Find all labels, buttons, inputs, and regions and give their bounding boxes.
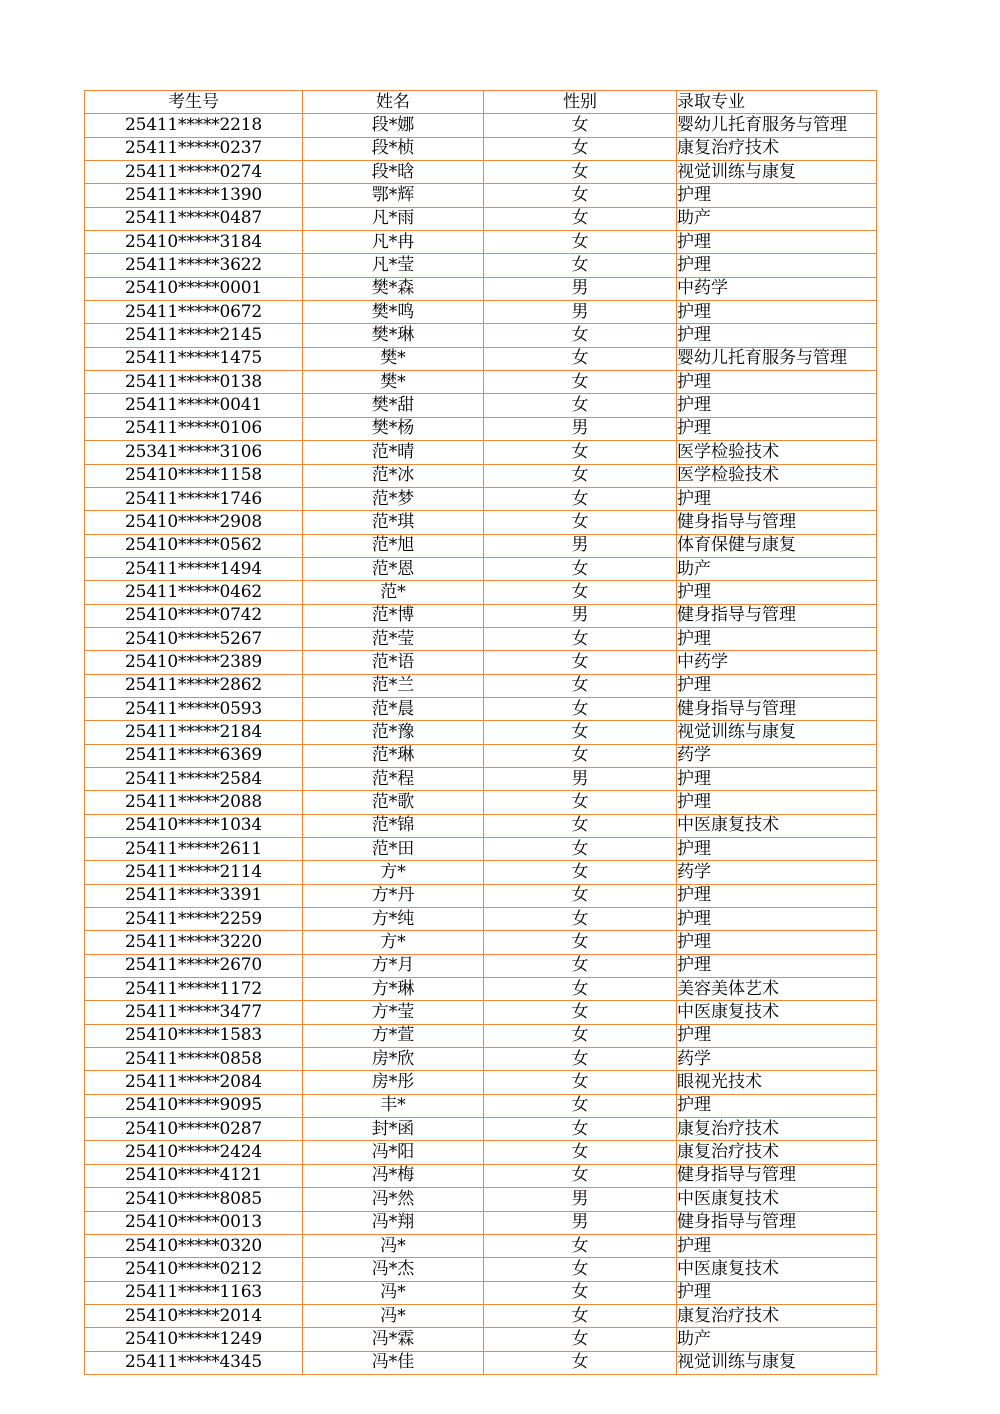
- major-cell: 中医康复技术: [677, 1258, 877, 1281]
- major-cell: 眼视光技术: [677, 1071, 877, 1094]
- table-row: [85, 1118, 877, 1141]
- exam-number-cell: 25411*****1746: [85, 487, 303, 510]
- table-row: [85, 1281, 877, 1304]
- table-row: [85, 1094, 877, 1117]
- table-row: [85, 1001, 877, 1024]
- exam-number-cell: 25411*****2611: [85, 838, 303, 861]
- exam-number-cell: 25411*****2184: [85, 721, 303, 744]
- gender-cell: 女: [484, 814, 677, 837]
- exam-number-cell: 25410*****1583: [85, 1024, 303, 1047]
- gender-cell: 女: [484, 371, 677, 394]
- exam-number-cell: 25411*****2259: [85, 908, 303, 931]
- gender-cell: 女: [484, 161, 677, 184]
- major-cell: 助产: [677, 557, 877, 580]
- major-cell: 美容美体艺术: [677, 978, 877, 1001]
- admission-list-table: [84, 90, 877, 1375]
- gender-cell: 女: [484, 254, 677, 277]
- exam-number-cell: 25410*****2014: [85, 1304, 303, 1327]
- gender-cell: 女: [484, 1281, 677, 1304]
- gender-cell: 女: [484, 324, 677, 347]
- exam-number-cell: 25411*****0593: [85, 697, 303, 720]
- header-row: [85, 91, 877, 114]
- gender-cell: 女: [484, 651, 677, 674]
- name-cell: 方*萱: [303, 1024, 484, 1047]
- name-cell: 房*彤: [303, 1071, 484, 1094]
- exam-number-cell: 25410*****0562: [85, 534, 303, 557]
- table-row: [85, 1211, 877, 1234]
- table-row: [85, 301, 877, 324]
- major-cell: 护理: [677, 908, 877, 931]
- gender-cell: 女: [484, 744, 677, 767]
- table-row: [85, 371, 877, 394]
- major-cell: 中药学: [677, 277, 877, 300]
- major-cell: 护理: [677, 627, 877, 650]
- name-cell: 范*晴: [303, 441, 484, 464]
- exam-number-cell: 25411*****2145: [85, 324, 303, 347]
- name-cell: 范*冰: [303, 464, 484, 487]
- major-cell: 护理: [677, 417, 877, 440]
- name-cell: 范*梦: [303, 487, 484, 510]
- table-row: [85, 767, 877, 790]
- exam-number-cell: 25411*****0138: [85, 371, 303, 394]
- table-row: [85, 1328, 877, 1351]
- table-row: [85, 487, 877, 510]
- exam-number-cell: 25411*****0041: [85, 394, 303, 417]
- exam-number-cell: 25410*****1034: [85, 814, 303, 837]
- table-row: [85, 604, 877, 627]
- name-cell: 范*莹: [303, 627, 484, 650]
- gender-cell: 男: [484, 1211, 677, 1234]
- name-cell: 房*欣: [303, 1048, 484, 1071]
- exam-number-cell: 25411*****2088: [85, 791, 303, 814]
- table-row: [85, 254, 877, 277]
- name-cell: 范*豫: [303, 721, 484, 744]
- exam-number-cell: 25411*****1172: [85, 978, 303, 1001]
- exam-number-cell: 25411*****0106: [85, 417, 303, 440]
- table-row: [85, 1164, 877, 1187]
- major-cell: 护理: [677, 674, 877, 697]
- major-cell: 中医康复技术: [677, 1188, 877, 1211]
- exam-number-cell: 25410*****0742: [85, 604, 303, 627]
- major-cell: 视觉训练与康复: [677, 721, 877, 744]
- name-cell: 方*: [303, 931, 484, 954]
- gender-cell: 女: [484, 1234, 677, 1257]
- major-cell: 健身指导与管理: [677, 604, 877, 627]
- gender-cell: 女: [484, 1001, 677, 1024]
- exam-number-cell: 25341*****3106: [85, 441, 303, 464]
- exam-number-cell: 25410*****3184: [85, 231, 303, 254]
- table-row: [85, 1048, 877, 1071]
- table-row: [85, 464, 877, 487]
- major-cell: 药学: [677, 861, 877, 884]
- exam-number-cell: 25411*****1390: [85, 184, 303, 207]
- table-row: [85, 838, 877, 861]
- name-cell: 冯*: [303, 1304, 484, 1327]
- exam-number-cell: 25410*****5267: [85, 627, 303, 650]
- major-cell: 视觉训练与康复: [677, 1351, 877, 1374]
- exam-number-cell: 25411*****4345: [85, 1351, 303, 1374]
- table-row: [85, 161, 877, 184]
- name-cell: 范*恩: [303, 557, 484, 580]
- table-row: [85, 394, 877, 417]
- major-cell: 健身指导与管理: [677, 1164, 877, 1187]
- table-row: [85, 1188, 877, 1211]
- gender-cell: 女: [484, 674, 677, 697]
- exam-number-cell: 25411*****0237: [85, 137, 303, 160]
- major-cell: 药学: [677, 1048, 877, 1071]
- table-row: [85, 908, 877, 931]
- major-cell: 婴幼儿托育服务与管理: [677, 114, 877, 137]
- major-cell: 护理: [677, 301, 877, 324]
- table-row: [85, 861, 877, 884]
- name-cell: 冯*: [303, 1281, 484, 1304]
- major-cell: 护理: [677, 931, 877, 954]
- exam-number-cell: 25411*****0462: [85, 581, 303, 604]
- major-cell: 助产: [677, 207, 877, 230]
- gender-cell: 女: [484, 137, 677, 160]
- major-cell: 护理: [677, 324, 877, 347]
- name-cell: 樊*杨: [303, 417, 484, 440]
- name-cell: 丰*: [303, 1094, 484, 1117]
- table-row: [85, 1258, 877, 1281]
- gender-cell: 女: [484, 114, 677, 137]
- name-cell: 方*月: [303, 954, 484, 977]
- gender-cell: 女: [484, 1141, 677, 1164]
- gender-cell: 女: [484, 931, 677, 954]
- major-cell: 护理: [677, 884, 877, 907]
- table-body: [85, 114, 877, 1375]
- table-row: [85, 1234, 877, 1257]
- exam-number-cell: 25410*****0212: [85, 1258, 303, 1281]
- name-cell: 范*琪: [303, 511, 484, 534]
- major-cell: 健身指导与管理: [677, 697, 877, 720]
- exam-number-cell: 25411*****3391: [85, 884, 303, 907]
- gender-cell: 女: [484, 581, 677, 604]
- name-cell: 范*博: [303, 604, 484, 627]
- exam-number-cell: 25410*****1249: [85, 1328, 303, 1351]
- table-row: [85, 978, 877, 1001]
- table-row: [85, 207, 877, 230]
- name-cell: 方*丹: [303, 884, 484, 907]
- gender-cell: 女: [484, 207, 677, 230]
- name-cell: 方*琳: [303, 978, 484, 1001]
- exam-number-cell: 25411*****0672: [85, 301, 303, 324]
- table-row: [85, 417, 877, 440]
- exam-number-cell: 25410*****2389: [85, 651, 303, 674]
- table-row: [85, 954, 877, 977]
- name-cell: 范*歌: [303, 791, 484, 814]
- table-row: [85, 1141, 877, 1164]
- name-cell: 凡*雨: [303, 207, 484, 230]
- exam-number-cell: 25411*****0487: [85, 207, 303, 230]
- name-cell: 樊*甜: [303, 394, 484, 417]
- table-row: [85, 627, 877, 650]
- table-row: [85, 1351, 877, 1374]
- major-cell: 视觉训练与康复: [677, 161, 877, 184]
- major-cell: 健身指导与管理: [677, 1211, 877, 1234]
- gender-cell: 女: [484, 1048, 677, 1071]
- name-cell: 冯*杰: [303, 1258, 484, 1281]
- gender-cell: 女: [484, 394, 677, 417]
- table-row: [85, 347, 877, 370]
- major-cell: 中药学: [677, 651, 877, 674]
- major-cell: 护理: [677, 1094, 877, 1117]
- gender-cell: 女: [484, 908, 677, 931]
- major-cell: 护理: [677, 1234, 877, 1257]
- name-cell: 冯*霖: [303, 1328, 484, 1351]
- name-cell: 范*田: [303, 838, 484, 861]
- major-cell: 护理: [677, 838, 877, 861]
- exam-number-cell: 25410*****0320: [85, 1234, 303, 1257]
- exam-number-cell: 25410*****9095: [85, 1094, 303, 1117]
- table-row: [85, 1071, 877, 1094]
- major-cell: 护理: [677, 1024, 877, 1047]
- exam-number-cell: 25411*****1163: [85, 1281, 303, 1304]
- exam-number-cell: 25411*****2670: [85, 954, 303, 977]
- exam-number-cell: 25411*****0858: [85, 1048, 303, 1071]
- exam-number-cell: 25411*****2862: [85, 674, 303, 697]
- table-row: [85, 324, 877, 347]
- gender-cell: 女: [484, 1118, 677, 1141]
- name-cell: 范*旭: [303, 534, 484, 557]
- name-cell: 方*纯: [303, 908, 484, 931]
- exam-number-cell: 25411*****2084: [85, 1071, 303, 1094]
- name-cell: 方*莹: [303, 1001, 484, 1024]
- exam-number-cell: 25411*****0274: [85, 161, 303, 184]
- exam-number-cell: 25411*****2114: [85, 861, 303, 884]
- gender-cell: 女: [484, 954, 677, 977]
- major-cell: 护理: [677, 954, 877, 977]
- table-row: [85, 814, 877, 837]
- exam-number-cell: 25410*****2424: [85, 1141, 303, 1164]
- name-cell: 樊*: [303, 347, 484, 370]
- major-cell: 助产: [677, 1328, 877, 1351]
- gender-cell: 女: [484, 487, 677, 510]
- gender-cell: 女: [484, 697, 677, 720]
- name-cell: 凡*莹: [303, 254, 484, 277]
- name-cell: 段*晗: [303, 161, 484, 184]
- header-major: 录取专业: [677, 91, 877, 114]
- table-row: [85, 674, 877, 697]
- major-cell: 康复治疗技术: [677, 1141, 877, 1164]
- major-cell: 护理: [677, 767, 877, 790]
- major-cell: 婴幼儿托育服务与管理: [677, 347, 877, 370]
- gender-cell: 女: [484, 791, 677, 814]
- gender-cell: 女: [484, 1258, 677, 1281]
- table-row: [85, 184, 877, 207]
- major-cell: 康复治疗技术: [677, 1118, 877, 1141]
- exam-number-cell: 25410*****1158: [85, 464, 303, 487]
- table-row: [85, 581, 877, 604]
- exam-number-cell: 25411*****1475: [85, 347, 303, 370]
- gender-cell: 女: [484, 721, 677, 744]
- major-cell: 中医康复技术: [677, 1001, 877, 1024]
- name-cell: 范*锦: [303, 814, 484, 837]
- gender-cell: 女: [484, 347, 677, 370]
- gender-cell: 男: [484, 1188, 677, 1211]
- gender-cell: 女: [484, 511, 677, 534]
- gender-cell: 女: [484, 1164, 677, 1187]
- major-cell: 医学检验技术: [677, 464, 877, 487]
- major-cell: 护理: [677, 394, 877, 417]
- gender-cell: 女: [484, 1328, 677, 1351]
- header-gender: 性别: [484, 91, 677, 114]
- table-row: [85, 231, 877, 254]
- gender-cell: 女: [484, 1071, 677, 1094]
- table-row: [85, 651, 877, 674]
- gender-cell: 女: [484, 627, 677, 650]
- table-row: [85, 511, 877, 534]
- name-cell: 范*语: [303, 651, 484, 674]
- name-cell: 方*: [303, 861, 484, 884]
- header-exam-number: 考生号: [85, 91, 303, 114]
- exam-number-cell: 25411*****3220: [85, 931, 303, 954]
- table-row: [85, 277, 877, 300]
- gender-cell: 女: [484, 884, 677, 907]
- name-cell: 范*程: [303, 767, 484, 790]
- name-cell: 冯*: [303, 1234, 484, 1257]
- table-row: [85, 721, 877, 744]
- name-cell: 樊*森: [303, 277, 484, 300]
- table-row: [85, 744, 877, 767]
- gender-cell: 女: [484, 1304, 677, 1327]
- major-cell: 护理: [677, 184, 877, 207]
- exam-number-cell: 25411*****3622: [85, 254, 303, 277]
- major-cell: 护理: [677, 254, 877, 277]
- exam-number-cell: 25410*****0001: [85, 277, 303, 300]
- name-cell: 范*晨: [303, 697, 484, 720]
- table-row: [85, 931, 877, 954]
- name-cell: 范*兰: [303, 674, 484, 697]
- major-cell: 护理: [677, 371, 877, 394]
- gender-cell: 女: [484, 231, 677, 254]
- header-name: 姓名: [303, 91, 484, 114]
- name-cell: 封*函: [303, 1118, 484, 1141]
- name-cell: 冯*翔: [303, 1211, 484, 1234]
- table-row: [85, 1024, 877, 1047]
- table-row: [85, 1304, 877, 1327]
- exam-number-cell: 25410*****8085: [85, 1188, 303, 1211]
- table-row: [85, 114, 877, 137]
- exam-number-cell: 25410*****4121: [85, 1164, 303, 1187]
- gender-cell: 男: [484, 417, 677, 440]
- name-cell: 鄂*辉: [303, 184, 484, 207]
- gender-cell: 女: [484, 1094, 677, 1117]
- gender-cell: 女: [484, 464, 677, 487]
- name-cell: 冯*梅: [303, 1164, 484, 1187]
- major-cell: 护理: [677, 487, 877, 510]
- gender-cell: 男: [484, 604, 677, 627]
- name-cell: 范*琳: [303, 744, 484, 767]
- major-cell: 体育保健与康复: [677, 534, 877, 557]
- gender-cell: 男: [484, 767, 677, 790]
- name-cell: 樊*: [303, 371, 484, 394]
- table-row: [85, 697, 877, 720]
- name-cell: 段*娜: [303, 114, 484, 137]
- major-cell: 中医康复技术: [677, 814, 877, 837]
- gender-cell: 男: [484, 277, 677, 300]
- gender-cell: 女: [484, 441, 677, 464]
- major-cell: 护理: [677, 581, 877, 604]
- major-cell: 药学: [677, 744, 877, 767]
- exam-number-cell: 25411*****1494: [85, 557, 303, 580]
- gender-cell: 女: [484, 1024, 677, 1047]
- major-cell: 康复治疗技术: [677, 1304, 877, 1327]
- table-row: [85, 557, 877, 580]
- gender-cell: 男: [484, 534, 677, 557]
- table-row: [85, 791, 877, 814]
- gender-cell: 女: [484, 184, 677, 207]
- name-cell: 冯*然: [303, 1188, 484, 1211]
- name-cell: 冯*阳: [303, 1141, 484, 1164]
- major-cell: 医学检验技术: [677, 441, 877, 464]
- gender-cell: 女: [484, 557, 677, 580]
- major-cell: 健身指导与管理: [677, 511, 877, 534]
- gender-cell: 女: [484, 1351, 677, 1374]
- exam-number-cell: 25411*****2218: [85, 114, 303, 137]
- name-cell: 樊*鸣: [303, 301, 484, 324]
- major-cell: 护理: [677, 1281, 877, 1304]
- exam-number-cell: 25410*****0287: [85, 1118, 303, 1141]
- exam-number-cell: 25410*****0013: [85, 1211, 303, 1234]
- exam-number-cell: 25411*****6369: [85, 744, 303, 767]
- major-cell: 康复治疗技术: [677, 137, 877, 160]
- table-row: [85, 884, 877, 907]
- gender-cell: 男: [484, 301, 677, 324]
- table-row: [85, 137, 877, 160]
- gender-cell: 女: [484, 838, 677, 861]
- exam-number-cell: 25410*****2908: [85, 511, 303, 534]
- exam-number-cell: 25411*****3477: [85, 1001, 303, 1024]
- name-cell: 樊*琳: [303, 324, 484, 347]
- name-cell: 冯*佳: [303, 1351, 484, 1374]
- gender-cell: 女: [484, 861, 677, 884]
- table-row: [85, 534, 877, 557]
- major-cell: 护理: [677, 231, 877, 254]
- name-cell: 范*: [303, 581, 484, 604]
- exam-number-cell: 25411*****2584: [85, 767, 303, 790]
- gender-cell: 女: [484, 978, 677, 1001]
- name-cell: 凡*冉: [303, 231, 484, 254]
- major-cell: 护理: [677, 791, 877, 814]
- table-row: [85, 441, 877, 464]
- name-cell: 段*桢: [303, 137, 484, 160]
